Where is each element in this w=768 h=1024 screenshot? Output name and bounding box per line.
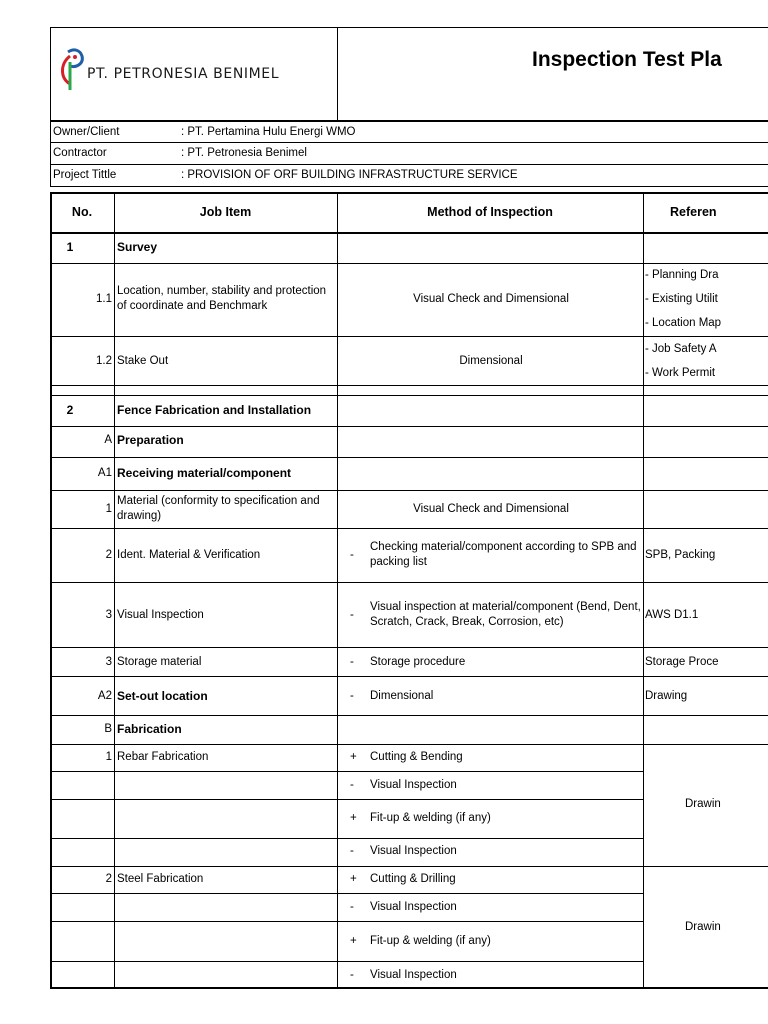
row-number: 1 (105, 503, 112, 515)
job-item: Fence Fabrication and Installation (117, 403, 312, 417)
row-number: 1 (105, 751, 112, 763)
row-divider (50, 528, 768, 529)
job-item: Storage material (117, 656, 202, 668)
inspection-method: Visual Inspection (370, 845, 457, 857)
col-divider (337, 192, 338, 989)
inspection-method: Cutting & Drilling (370, 873, 456, 885)
row-number: 1.1 (96, 293, 112, 305)
inspection-method: Cutting & Bending (370, 751, 463, 763)
col-divider (114, 192, 115, 989)
project-row (50, 165, 768, 187)
document-title: Inspection Test Pla (532, 48, 722, 71)
row-divider (50, 457, 768, 458)
bullet-mark: - (350, 656, 354, 668)
row-divider (50, 676, 768, 677)
job-item: Rebar Fabrication (117, 751, 209, 763)
row-divider (50, 263, 768, 264)
col-header-job-item: Job Item (199, 205, 252, 219)
inspection-method: Storage procedure (370, 656, 466, 668)
row-number: 3 (105, 656, 112, 668)
row-divider (50, 232, 768, 234)
contractor-label: Contractor (53, 147, 107, 159)
inspection-method: Visual Inspection (370, 969, 457, 981)
bullet-mark: - (350, 901, 354, 913)
row-number: 1 (66, 240, 74, 254)
row-divider (50, 961, 643, 962)
row-divider (50, 395, 768, 396)
contractor-value: : PT. Petronesia Benimel (181, 147, 307, 159)
row-divider (50, 426, 768, 427)
bullet-mark: + (350, 812, 357, 824)
job-item: Survey (117, 240, 158, 254)
reference: Storage Proce (645, 656, 719, 668)
company-name: PT. PETRONESIA BENIMEL (87, 66, 280, 82)
row-number: 2 (105, 873, 112, 885)
row-number: 3 (105, 609, 112, 621)
job-item: Preparation (117, 433, 184, 447)
job-item: Stake Out (117, 355, 169, 367)
inspection-method: Checking material/component according to SPB and packing list (370, 541, 637, 568)
project-label: Project Tittle (53, 169, 117, 181)
bullet-mark: + (350, 751, 357, 763)
row-divider (50, 838, 643, 839)
row-divider (50, 799, 643, 800)
inspection-method: Visual Inspection (370, 901, 457, 913)
job-item: Visual Inspection (117, 609, 204, 621)
row-divider (50, 921, 643, 922)
bullet-mark: - (350, 690, 354, 702)
bullet-mark: - (350, 845, 354, 857)
reference: - Existing Utilit (645, 293, 718, 305)
job-item: Location, number, stability and protection of coordinate and Benchmark (117, 285, 327, 312)
reference: - Planning Dra (645, 269, 719, 281)
inspection-method: Visual Check and Dimensional (413, 503, 569, 515)
bullet-mark: - (350, 549, 354, 561)
inspection-method: Fit-up & welding (if any) (370, 935, 491, 947)
header-divider (337, 27, 338, 121)
row-divider (50, 744, 768, 745)
row-number: A1 (97, 467, 112, 479)
row-divider (50, 647, 768, 648)
reference: - Work Permit (645, 367, 716, 379)
job-item: Steel Fabrication (117, 873, 204, 885)
inspection-method: Dimensional (459, 355, 523, 367)
bullet-mark: - (350, 779, 354, 791)
row-number: B (104, 723, 112, 735)
reference: - Location Map (645, 317, 722, 329)
col-divider (643, 192, 644, 989)
reference: Drawin (685, 921, 721, 933)
row-divider (50, 336, 768, 337)
reference: - Job Safety A (645, 343, 717, 355)
bullet-mark: + (350, 935, 357, 947)
row-divider (50, 866, 768, 867)
row-divider (50, 771, 643, 772)
job-item: Set-out location (117, 689, 208, 703)
row-divider (50, 893, 643, 894)
contractor-row (50, 143, 768, 165)
reference: SPB, Packing (645, 549, 716, 561)
row-number: 1.2 (96, 355, 112, 367)
reference: Drawin (685, 798, 721, 810)
inspection-method: Dimensional (370, 690, 434, 702)
job-item: Material (conformity to specification and drawing) (117, 495, 320, 522)
inspection-method: Fit-up & welding (if any) (370, 812, 491, 824)
inspection-method: Visual Check and Dimensional (413, 293, 569, 305)
col-header-no: No. (71, 205, 93, 219)
owner-value: : PT. Pertamina Hulu Energi WMO (181, 126, 356, 138)
row-number: 2 (105, 549, 112, 561)
row-number: A2 (97, 690, 112, 702)
inspection-method: Visual Inspection (370, 779, 457, 791)
job-item: Fabrication (117, 722, 182, 736)
row-divider (50, 385, 768, 386)
row-number: A (104, 434, 112, 446)
bullet-mark: - (350, 969, 354, 981)
row-divider (50, 490, 768, 491)
inspection-method: Visual inspection at material/component (Bend, Dent, Scratch, Crack, Break, Corrosion, etc) (370, 601, 641, 628)
reference: Drawing (645, 690, 688, 702)
owner-label: Owner/Client (53, 126, 120, 138)
row-divider (50, 715, 768, 716)
job-item: Ident. Material & Verification (117, 549, 261, 561)
bullet-mark: + (350, 873, 357, 885)
row-number: 2 (66, 403, 74, 417)
owner-row (50, 121, 768, 143)
bullet-mark: - (350, 609, 354, 621)
job-item: Receiving material/component (117, 466, 292, 480)
col-header-reference: Referen (670, 205, 717, 219)
col-header-method: Method of Inspection (427, 205, 553, 219)
reference: AWS D1.1 (645, 609, 699, 621)
row-divider (50, 582, 768, 583)
project-value: : PROVISION OF ORF BUILDING INFRASTRUCTURE SERVICE (181, 169, 518, 181)
